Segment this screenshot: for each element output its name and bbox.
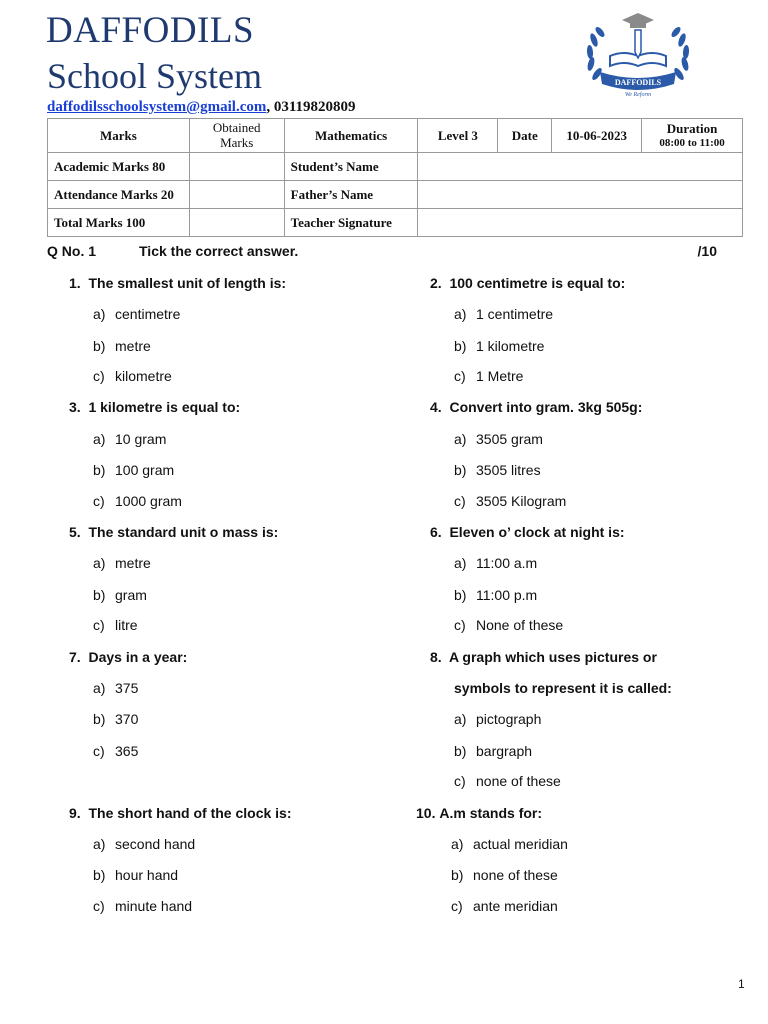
option-letter: b) [454, 338, 467, 354]
school-name: DAFFODILS [46, 10, 255, 51]
info-table [47, 118, 743, 237]
obtained-line2: Marks [220, 134, 254, 150]
q1-option-b[interactable] [93, 338, 151, 354]
q4-option-b[interactable] [454, 462, 541, 478]
question-8-line2: symbols to represent it is called: [454, 680, 672, 696]
option-letter: b) [454, 743, 467, 759]
subject-cell: Mathematics [284, 119, 418, 153]
option-letter: c) [451, 898, 463, 914]
father-name-label: Father’s Name [284, 181, 418, 209]
question-2-text: 100 centimetre is equal to: [449, 275, 626, 291]
option-text: hour hand [115, 867, 179, 883]
q9-option-a[interactable] [93, 836, 195, 852]
question-4-text: Convert into gram. 3kg 505g: [449, 399, 643, 415]
question-5-text: The standard unit o mass is: [88, 524, 279, 540]
option-text: 100 gram [115, 462, 175, 478]
question-7-number: 7. [69, 649, 81, 665]
q2-option-b[interactable] [454, 338, 544, 354]
email-link[interactable]: daffodilsschoolsystem@gmail.com [47, 99, 267, 115]
option-letter: a) [454, 555, 467, 571]
option-text: kilometre [115, 368, 172, 384]
q1-option-c[interactable] [93, 368, 172, 384]
option-letter: a) [454, 711, 467, 727]
page-number: 1 [738, 977, 745, 991]
option-text: 11:00 a.m [476, 555, 538, 571]
option-letter: b) [93, 462, 106, 478]
option-letter: c) [454, 368, 466, 384]
option-letter: b) [93, 711, 106, 727]
student-name-label: Student’s Name [284, 153, 418, 181]
teacher-signature-field[interactable] [418, 209, 743, 237]
option-letter: a) [93, 836, 106, 852]
question-9-number: 9. [69, 805, 81, 821]
obtained-line1: Obtained [212, 120, 261, 136]
teacher-signature-label: Teacher Signature [284, 209, 418, 237]
question-7 [69, 649, 187, 665]
question-3-number: 3. [69, 399, 81, 415]
option-letter: b) [454, 587, 467, 603]
option-text: none of these [476, 773, 561, 789]
q3-option-a[interactable] [93, 431, 166, 447]
option-text: metre [115, 555, 151, 571]
option-letter: c) [93, 617, 105, 633]
q6-option-b[interactable] [454, 587, 537, 603]
question-4 [430, 399, 642, 415]
q2-option-a[interactable] [454, 306, 553, 322]
q1-option-a[interactable] [93, 306, 180, 322]
contact-line [47, 99, 356, 116]
question-10-text: A.m stands for: [439, 805, 543, 821]
question-3-text: 1 kilometre is equal to: [88, 399, 241, 415]
date-label: Date [498, 119, 552, 153]
q4-option-a[interactable] [454, 431, 543, 447]
option-letter: c) [93, 743, 105, 759]
question-2 [430, 275, 625, 291]
q5-option-b[interactable] [93, 587, 147, 603]
option-text: second hand [115, 836, 196, 852]
q6-option-a[interactable] [454, 555, 537, 571]
question-number: Q No. 1 [47, 243, 97, 259]
option-text: pictograph [476, 711, 542, 727]
option-text: 1 centimetre [476, 306, 554, 322]
question-2-number: 2. [430, 275, 442, 291]
duration-label: Duration [666, 121, 718, 137]
question-6 [430, 524, 625, 540]
option-text: 1 Metre [476, 368, 524, 384]
question-8 [430, 649, 657, 665]
q10-option-a[interactable] [451, 836, 568, 852]
q7-option-b[interactable] [93, 711, 138, 727]
school-logo [580, 10, 696, 100]
q4-option-c[interactable] [454, 493, 566, 509]
option-letter: a) [93, 555, 106, 571]
q2-option-c[interactable] [454, 368, 523, 384]
option-letter: b) [451, 867, 464, 883]
question-9 [69, 805, 292, 821]
q5-option-c[interactable] [93, 617, 138, 633]
question-9-text: The short hand of the clock is: [88, 805, 292, 821]
q9-option-b[interactable] [93, 867, 178, 883]
option-letter: a) [93, 306, 106, 322]
option-text: 1 kilometre [476, 338, 545, 354]
q7-option-c[interactable] [93, 743, 138, 759]
attendance-marks-label: Attendance Marks 20 [48, 181, 190, 209]
option-letter: b) [93, 867, 106, 883]
q3-option-b[interactable] [93, 462, 174, 478]
question-3 [69, 399, 240, 415]
logo-text: DAFFODILS [614, 78, 662, 87]
academic-marks-label: Academic Marks 80 [48, 153, 190, 181]
option-letter: c) [454, 773, 466, 789]
question-4-number: 4. [430, 399, 442, 415]
option-text: gram [115, 587, 147, 603]
option-letter: c) [93, 368, 105, 384]
option-text: minute hand [115, 898, 193, 914]
student-name-field[interactable] [418, 153, 743, 181]
option-text: bargraph [476, 743, 533, 759]
total-marks-obtained[interactable] [189, 209, 284, 237]
question-10-number: 10. [416, 805, 436, 821]
duration-cell [642, 119, 743, 153]
duration-value: 08:00 to 11:00 [659, 136, 725, 149]
question-8-number: 8. [430, 649, 442, 665]
question-5 [69, 524, 278, 540]
option-text: none of these [473, 867, 558, 883]
school-subtitle: School System [47, 56, 263, 96]
option-text: metre [115, 338, 151, 354]
option-text: 10 gram [115, 431, 167, 447]
option-text: 370 [115, 711, 139, 727]
option-text: 1000 gram [115, 493, 182, 509]
q9-option-c[interactable] [93, 898, 192, 914]
question-7-text: Days in a year: [88, 649, 188, 665]
option-letter: a) [454, 431, 467, 447]
option-letter: c) [93, 493, 105, 509]
option-text: 365 [115, 743, 139, 759]
q8-option-a[interactable] [454, 711, 541, 727]
q8-option-b[interactable] [454, 743, 532, 759]
question-5-number: 5. [69, 524, 81, 540]
section-total: /10 [697, 243, 717, 259]
option-text: actual meridian [473, 836, 568, 852]
option-letter: a) [93, 431, 106, 447]
q3-option-c[interactable] [93, 493, 182, 509]
option-letter: c) [454, 493, 466, 509]
option-text: 3505 gram [476, 431, 543, 447]
option-text: litre [115, 617, 138, 633]
q5-option-a[interactable] [93, 555, 151, 571]
academic-marks-obtained[interactable] [189, 153, 284, 181]
instruction: Tick the correct answer. [139, 243, 299, 259]
level-cell: Level 3 [418, 119, 498, 153]
logo-motto: We Reform [624, 92, 652, 98]
option-letter: a) [451, 836, 464, 852]
option-letter: b) [93, 338, 106, 354]
option-text: 375 [115, 680, 139, 696]
option-text: 11:00 p.m [476, 587, 538, 603]
marks-header: Marks [48, 119, 190, 153]
q6-option-c[interactable] [454, 617, 563, 633]
question-6-number: 6. [430, 524, 442, 540]
attendance-marks-obtained[interactable] [189, 181, 284, 209]
option-letter: c) [454, 617, 466, 633]
q10-option-b[interactable] [451, 867, 558, 883]
question-6-text: Eleven o’ clock at night is: [449, 524, 625, 540]
question-8-text: A graph which uses pictures or [448, 649, 657, 665]
obtained-marks-header [189, 119, 284, 153]
option-text: None of these [476, 617, 564, 633]
q8-option-c[interactable] [454, 773, 561, 789]
q10-option-c[interactable] [451, 898, 558, 914]
option-letter: b) [93, 587, 106, 603]
option-text: ante meridian [473, 898, 558, 914]
total-marks-label: Total Marks 100 [48, 209, 190, 237]
option-text: 3505 Kilogram [476, 493, 567, 509]
option-text: 3505 litres [476, 462, 541, 478]
date-value: 10-06-2023 [552, 119, 642, 153]
option-text: centimetre [115, 306, 181, 322]
option-letter: a) [454, 306, 467, 322]
question-10 [416, 805, 542, 821]
option-letter: a) [93, 680, 106, 696]
option-letter: b) [454, 462, 467, 478]
option-letter: c) [93, 898, 105, 914]
question-1-text: The smallest unit of length is: [88, 275, 287, 291]
phone-number: , 03119820809 [266, 99, 356, 115]
q7-option-a[interactable] [93, 680, 138, 696]
father-name-field[interactable] [418, 181, 743, 209]
question-1-number: 1. [69, 275, 81, 291]
question-1 [69, 275, 286, 291]
